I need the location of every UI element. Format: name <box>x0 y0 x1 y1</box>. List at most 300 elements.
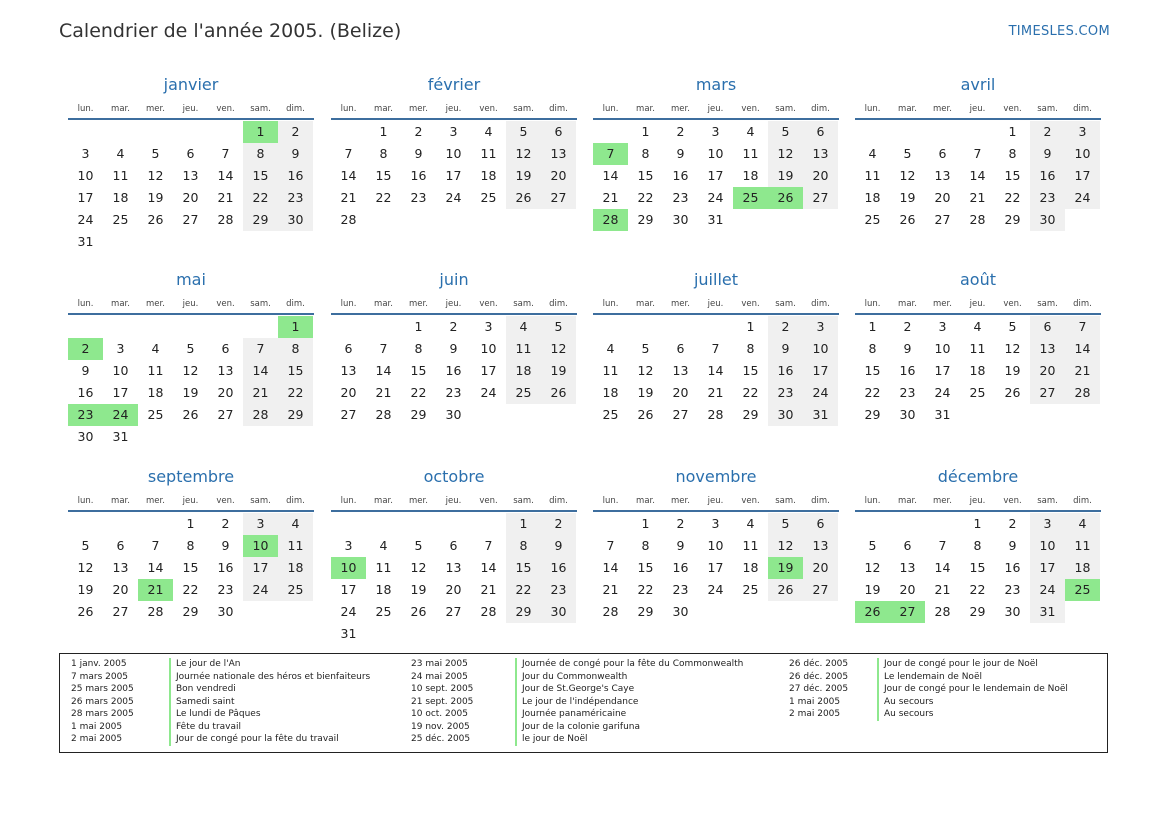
day-cell: 2 <box>414 124 423 139</box>
month-rule <box>593 510 839 512</box>
day-cell: 4 <box>379 538 388 553</box>
day-cell: 27 <box>340 407 357 422</box>
day-cell: 30 <box>445 407 462 422</box>
day-cell: 7 <box>151 538 160 553</box>
holiday-name: Le lundi de Pâques <box>169 708 261 721</box>
day-cell: 4 <box>484 124 493 139</box>
day-cell: 4 <box>116 146 125 161</box>
day-cell: 13 <box>672 363 689 378</box>
day-cell: 14 <box>217 168 234 183</box>
holiday-day: 10 <box>331 557 366 579</box>
day-cell: 4 <box>746 124 755 139</box>
day-cell: 26 <box>147 212 164 227</box>
day-cell: 31 <box>707 212 724 227</box>
day-cell: 27 <box>445 604 462 619</box>
day-cell: 11 <box>742 146 759 161</box>
day-cell: 12 <box>506 143 541 165</box>
day-cell: 26 <box>77 604 94 619</box>
weekday-label: jeu. <box>445 496 462 506</box>
day-cell: 13 <box>445 560 462 575</box>
day-cell: 12 <box>541 338 576 360</box>
day-cell: 20 <box>672 385 689 400</box>
day-cell: 2 <box>278 121 313 143</box>
day-cell: 15 <box>375 168 392 183</box>
holiday-name: Journée panaméricaine <box>515 708 626 721</box>
day-cell: 6 <box>803 513 838 535</box>
weekday-label: jeu. <box>707 496 724 506</box>
holiday-date: 2 mai 2005 <box>71 734 123 744</box>
day-cell: 14 <box>375 363 392 378</box>
day-cell: 5 <box>768 513 803 535</box>
day-cell: 17 <box>480 363 497 378</box>
day-cell: 16 <box>410 168 427 183</box>
day-cell: 17 <box>445 168 462 183</box>
month-rule <box>593 118 839 120</box>
day-cell: 25 <box>969 385 986 400</box>
day-cell: 5 <box>186 341 195 356</box>
weekday-label: sam. <box>1037 496 1058 506</box>
day-cell: 2 <box>903 319 912 334</box>
month-name: janvier <box>163 75 219 94</box>
month-rule <box>593 313 839 315</box>
day-cell: 30 <box>672 212 689 227</box>
month-rule <box>331 118 577 120</box>
day-cell: 20 <box>1030 360 1065 382</box>
day-cell: 6 <box>186 146 195 161</box>
weekday-label: mar. <box>898 104 917 114</box>
holiday-day: 1 <box>243 121 278 143</box>
day-cell: 2 <box>1008 516 1017 531</box>
holiday-name: Journée de congé pour la fête du Commonwealth <box>515 658 743 671</box>
day-cell: 11 <box>147 363 164 378</box>
day-cell: 24 <box>707 582 724 597</box>
day-cell: 9 <box>278 143 313 165</box>
day-cell: 25 <box>506 382 541 404</box>
day-cell: 1 <box>973 516 982 531</box>
holiday-date: 26 déc. 2005 <box>789 671 849 682</box>
day-cell: 19 <box>147 190 164 205</box>
holiday-date: 26 mars 2005 <box>71 696 134 707</box>
day-cell: 15 <box>742 363 759 378</box>
day-cell: 23 <box>278 187 313 209</box>
day-cell: 30 <box>1004 604 1021 619</box>
weekday-label: sam. <box>1037 104 1058 114</box>
weekday-label: ven. <box>741 104 760 114</box>
day-cell: 7 <box>973 146 982 161</box>
weekday-label: ven. <box>479 299 498 309</box>
weekday-label: mer. <box>933 299 952 309</box>
holiday-name: Fête du travail <box>169 721 241 734</box>
day-cell: 12 <box>768 535 803 557</box>
holiday-name: Le lendemain de Noël <box>877 671 982 684</box>
day-cell: 8 <box>278 338 313 360</box>
day-cell: 21 <box>480 582 497 597</box>
day-cell: 20 <box>899 582 916 597</box>
weekday-label: mer. <box>409 299 428 309</box>
weekday-label: jeu. <box>707 299 724 309</box>
month-name: février <box>427 75 481 94</box>
day-cell: 9 <box>768 338 803 360</box>
day-cell: 22 <box>375 190 392 205</box>
day-cell: 20 <box>217 385 234 400</box>
day-cell: 9 <box>1030 143 1065 165</box>
weekday-label: sam. <box>250 496 271 506</box>
day-cell: 10 <box>112 363 129 378</box>
day-cell: 29 <box>864 407 881 422</box>
day-cell: 28 <box>243 404 278 426</box>
day-cell: 18 <box>1065 557 1100 579</box>
day-cell: 23 <box>672 190 689 205</box>
holiday-day: 10 <box>243 535 278 557</box>
day-cell: 3 <box>938 319 947 334</box>
day-cell: 30 <box>278 209 313 231</box>
day-cell: 6 <box>344 341 353 356</box>
day-cell: 8 <box>186 538 195 553</box>
day-cell: 28 <box>147 604 164 619</box>
day-cell: 6 <box>903 538 912 553</box>
day-cell: 7 <box>243 338 278 360</box>
holiday-day: 28 <box>593 209 628 231</box>
day-cell: 13 <box>803 535 838 557</box>
day-cell: 27 <box>541 187 576 209</box>
day-cell: 29 <box>637 604 654 619</box>
holiday-date: 26 déc. 2005 <box>789 659 849 669</box>
holiday-day: 24 <box>103 404 138 426</box>
day-cell: 14 <box>969 168 986 183</box>
weekday-label: sam. <box>250 104 271 114</box>
day-cell: 7 <box>938 538 947 553</box>
holiday-date: 24 mai 2005 <box>411 671 468 682</box>
day-cell: 16 <box>672 168 689 183</box>
day-cell: 19 <box>899 190 916 205</box>
day-cell: 31 <box>1030 601 1065 623</box>
month-name: novembre <box>675 467 757 486</box>
day-cell: 4 <box>278 513 313 535</box>
day-cell: 8 <box>746 341 755 356</box>
weekday-label: sam. <box>513 496 534 506</box>
weekday-label: jeu. <box>182 496 199 506</box>
day-cell: 4 <box>1065 513 1100 535</box>
day-cell: 23 <box>445 385 462 400</box>
weekday-label: lun. <box>77 299 94 309</box>
day-cell: 27 <box>672 407 689 422</box>
holiday-date: 19 nov. 2005 <box>411 721 470 732</box>
day-cell: 25 <box>480 190 497 205</box>
holiday-date: 21 sept. 2005 <box>411 696 474 707</box>
day-cell: 25 <box>375 604 392 619</box>
day-cell: 16 <box>768 360 803 382</box>
month-name: décembre <box>937 467 1019 486</box>
day-cell: 12 <box>864 560 881 575</box>
day-cell: 19 <box>506 165 541 187</box>
day-cell: 19 <box>768 165 803 187</box>
day-cell: 7 <box>344 146 353 161</box>
day-cell: 5 <box>641 341 650 356</box>
day-cell: 23 <box>1030 187 1065 209</box>
day-cell: 15 <box>1004 168 1021 183</box>
day-cell: 13 <box>803 143 838 165</box>
day-cell: 24 <box>803 382 838 404</box>
weekday-label: jeu. <box>182 299 199 309</box>
weekday-label: mer. <box>146 104 165 114</box>
day-cell: 5 <box>541 316 576 338</box>
weekday-label: mar. <box>374 299 393 309</box>
weekday-label: ven. <box>1003 496 1022 506</box>
weekday-label: mer. <box>671 104 690 114</box>
weekday-label: sam. <box>775 496 796 506</box>
holiday-date: 7 mars 2005 <box>71 671 129 682</box>
weekday-label: dim. <box>811 104 830 114</box>
day-cell: 11 <box>112 168 129 183</box>
day-cell: 26 <box>899 212 916 227</box>
brand-link[interactable]: TIMESLES.COM <box>1008 24 1110 39</box>
day-cell: 6 <box>803 121 838 143</box>
day-cell: 22 <box>1004 190 1021 205</box>
day-cell: 8 <box>243 143 278 165</box>
day-cell: 20 <box>934 190 951 205</box>
day-cell: 12 <box>899 168 916 183</box>
day-cell: 21 <box>602 190 619 205</box>
holiday-name: Le jour de l'An <box>169 658 240 671</box>
day-cell: 18 <box>742 560 759 575</box>
day-cell: 3 <box>1030 513 1065 535</box>
day-cell: 29 <box>410 407 427 422</box>
weekday-label: mer. <box>933 496 952 506</box>
weekday-label: lun. <box>602 496 619 506</box>
day-cell: 16 <box>278 165 313 187</box>
day-cell: 2 <box>676 124 685 139</box>
day-cell: 28 <box>217 212 234 227</box>
day-cell: 4 <box>506 316 541 338</box>
day-cell: 13 <box>899 560 916 575</box>
month-name: août <box>959 270 996 289</box>
day-cell: 22 <box>864 385 881 400</box>
day-cell: 21 <box>340 190 357 205</box>
day-cell: 1 <box>868 319 877 334</box>
holiday-date: 1 janv. 2005 <box>71 659 127 669</box>
month-name: mai <box>176 270 206 289</box>
day-cell: 4 <box>746 516 755 531</box>
weekday-label: mar. <box>374 104 393 114</box>
holiday-day: 25 <box>1065 579 1100 601</box>
day-cell: 29 <box>278 404 313 426</box>
day-cell: 12 <box>410 560 427 575</box>
day-cell: 12 <box>77 560 94 575</box>
weekday-label: sam. <box>1037 299 1058 309</box>
day-cell: 1 <box>414 319 423 334</box>
holiday-name: Jour du Commonwealth <box>515 671 627 684</box>
holiday-legend <box>59 653 1108 753</box>
weekday-label: dim. <box>286 496 305 506</box>
weekday-label: ven. <box>741 496 760 506</box>
holiday-name: Jour de congé pour la fête du travail <box>169 733 339 746</box>
day-cell: 24 <box>934 385 951 400</box>
holiday-name: Jour de St.George's Caye <box>515 683 634 696</box>
day-cell: 1 <box>746 319 755 334</box>
day-cell: 11 <box>375 560 392 575</box>
holiday-date: 2 mai 2005 <box>789 709 841 719</box>
weekday-label: jeu. <box>182 104 199 114</box>
day-cell: 20 <box>340 385 357 400</box>
day-cell: 24 <box>1030 579 1065 601</box>
day-cell: 13 <box>112 560 129 575</box>
day-cell: 31 <box>77 234 94 249</box>
day-cell: 11 <box>864 168 881 183</box>
weekday-label: jeu. <box>445 299 462 309</box>
day-cell: 28 <box>602 604 619 619</box>
weekday-label: lun. <box>77 496 94 506</box>
weekday-label: sam. <box>775 299 796 309</box>
day-cell: 5 <box>1008 319 1017 334</box>
holiday-name: le jour de Noël <box>515 733 588 746</box>
weekday-label: lun. <box>864 496 881 506</box>
day-cell: 13 <box>182 168 199 183</box>
day-cell: 13 <box>1030 338 1065 360</box>
day-cell: 9 <box>1008 538 1017 553</box>
day-cell: 10 <box>1030 535 1065 557</box>
month-name: mars <box>695 75 737 94</box>
day-cell: 14 <box>480 560 497 575</box>
day-cell: 5 <box>506 121 541 143</box>
day-cell: 10 <box>934 341 951 356</box>
day-cell: 3 <box>344 538 353 553</box>
day-cell: 24 <box>243 579 278 601</box>
day-cell: 15 <box>410 363 427 378</box>
day-cell: 11 <box>602 363 619 378</box>
day-cell: 19 <box>77 582 94 597</box>
day-cell: 3 <box>711 516 720 531</box>
day-cell: 12 <box>147 168 164 183</box>
weekday-label: dim. <box>1073 104 1092 114</box>
day-cell: 21 <box>375 385 392 400</box>
day-cell: 28 <box>934 604 951 619</box>
holiday-date: 10 oct. 2005 <box>411 709 468 719</box>
weekday-label: jeu. <box>707 104 724 114</box>
day-cell: 26 <box>1004 385 1021 400</box>
day-cell: 2 <box>541 513 576 535</box>
weekday-label: lun. <box>864 299 881 309</box>
day-cell: 15 <box>637 560 654 575</box>
holiday-name: Au secours <box>877 708 934 721</box>
day-cell: 22 <box>969 582 986 597</box>
holiday-date: 25 déc. 2005 <box>411 734 471 744</box>
weekday-label: mar. <box>636 299 655 309</box>
day-cell: 5 <box>768 121 803 143</box>
day-cell: 19 <box>182 385 199 400</box>
day-cell: 15 <box>506 557 541 579</box>
day-cell: 25 <box>112 212 129 227</box>
day-cell: 18 <box>278 557 313 579</box>
day-cell: 19 <box>1004 363 1021 378</box>
day-cell: 18 <box>864 190 881 205</box>
weekday-label: dim. <box>549 496 568 506</box>
day-cell: 12 <box>637 363 654 378</box>
day-cell: 19 <box>410 582 427 597</box>
day-cell: 8 <box>641 538 650 553</box>
day-cell: 24 <box>77 212 94 227</box>
month-rule <box>331 510 577 512</box>
day-cell: 21 <box>602 582 619 597</box>
day-cell: 17 <box>77 190 94 205</box>
month-name: octobre <box>423 467 485 486</box>
weekday-label: lun. <box>340 299 357 309</box>
weekday-label: dim. <box>549 299 568 309</box>
day-cell: 4 <box>606 341 615 356</box>
month-rule <box>68 118 314 120</box>
day-cell: 1 <box>641 124 650 139</box>
holiday-day: 26 <box>768 187 803 209</box>
weekday-label: mer. <box>671 496 690 506</box>
weekday-label: mar. <box>898 299 917 309</box>
day-cell: 27 <box>182 212 199 227</box>
day-cell: 27 <box>934 212 951 227</box>
day-cell: 29 <box>506 601 541 623</box>
day-cell: 11 <box>480 146 497 161</box>
day-cell: 30 <box>672 604 689 619</box>
day-cell: 17 <box>243 557 278 579</box>
day-cell: 8 <box>379 146 388 161</box>
day-cell: 10 <box>803 338 838 360</box>
day-cell: 26 <box>410 604 427 619</box>
day-cell: 9 <box>541 535 576 557</box>
weekday-label: mar. <box>636 104 655 114</box>
day-cell: 3 <box>243 513 278 535</box>
holiday-day: 1 <box>278 316 313 338</box>
holiday-name: Au secours <box>877 696 934 709</box>
day-cell: 26 <box>768 579 803 601</box>
day-cell: 9 <box>449 341 458 356</box>
weekday-label: mar. <box>111 496 130 506</box>
month-rule <box>855 313 1101 315</box>
day-cell: 1 <box>186 516 195 531</box>
day-cell: 29 <box>1004 212 1021 227</box>
day-cell: 18 <box>375 582 392 597</box>
day-cell: 24 <box>707 190 724 205</box>
weekday-label: jeu. <box>445 104 462 114</box>
day-cell: 6 <box>221 341 230 356</box>
weekday-label: mer. <box>146 299 165 309</box>
day-cell: 28 <box>1065 382 1100 404</box>
holiday-date: 27 déc. 2005 <box>789 684 849 694</box>
holiday-day: 19 <box>768 557 803 579</box>
day-cell: 26 <box>182 407 199 422</box>
day-cell: 9 <box>414 146 423 161</box>
day-cell: 30 <box>899 407 916 422</box>
day-cell: 12 <box>182 363 199 378</box>
holiday-date: 23 mai 2005 <box>411 659 468 669</box>
day-cell: 16 <box>1030 165 1065 187</box>
weekday-label: mar. <box>111 104 130 114</box>
weekday-label: sam. <box>250 299 271 309</box>
day-cell: 11 <box>506 338 541 360</box>
day-cell: 11 <box>1065 535 1100 557</box>
day-cell: 11 <box>742 538 759 553</box>
day-cell: 9 <box>903 341 912 356</box>
day-cell: 27 <box>1030 382 1065 404</box>
day-cell: 1 <box>506 513 541 535</box>
day-cell: 30 <box>768 404 803 426</box>
day-cell: 2 <box>449 319 458 334</box>
day-cell: 21 <box>243 382 278 404</box>
day-cell: 3 <box>116 341 125 356</box>
day-cell: 28 <box>375 407 392 422</box>
day-cell: 22 <box>506 579 541 601</box>
day-cell: 20 <box>803 557 838 579</box>
day-cell: 5 <box>81 538 90 553</box>
weekday-label: lun. <box>602 299 619 309</box>
weekday-label: ven. <box>216 299 235 309</box>
day-cell: 31 <box>934 407 951 422</box>
